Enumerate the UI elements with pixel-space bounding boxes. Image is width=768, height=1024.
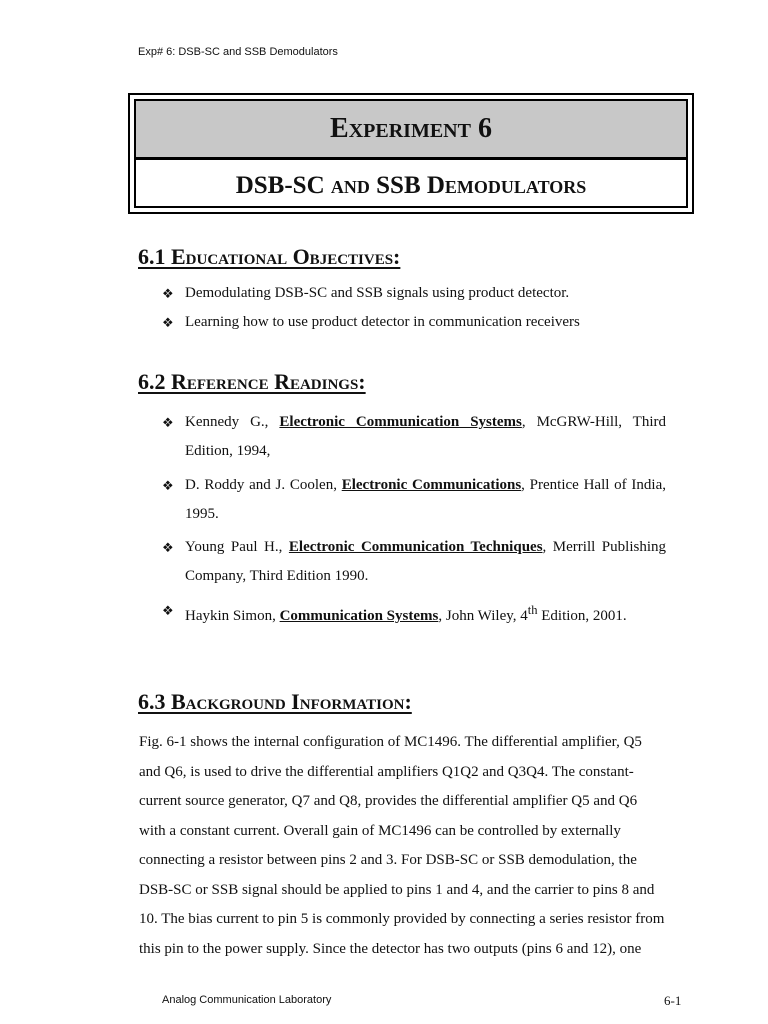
page-number: 6-1 <box>664 993 682 1008</box>
title-inner-frame <box>134 99 688 208</box>
reference-text: Young Paul H., Electronic Communication Techniques, Merrill Publishing Company, Third Edition 1990. <box>185 539 666 584</box>
diamond-bullet-icon: ❖ <box>162 540 174 555</box>
reference-text: D. Roddy and J. Coolen, Electronic Communications, Prentice Hall of India, 1995. <box>185 477 666 522</box>
book-title: Electronic Communication Techniques <box>288 539 543 555</box>
section-heading-background: 6.3 Background Information: <box>138 689 412 714</box>
footer-lab-name: Analog Communication Laboratory <box>162 994 332 1006</box>
diamond-bullet-icon: ❖ <box>162 286 174 301</box>
background-paragraph: Fig. 6-1 shows the internal configuration of MC1496. The differential amplifier, Q5 and Q6, is used to drive the differential amplifiers Q1Q2 and Q3Q4. The constant-current source generator, Q7 and Q8, provides the differential amplifier Q5 and Q6 with a constant current. Overall gain of MC1496 can be controlled by externally connecting a resistor between pins 2 and 3. For DSB-SC or SSB demodulation, the DSB-SC or SSB signal should be applied to pins 1 and 4, and the carrier to pins 8 and 10. The bias current to pin 5 is commonly provided by connecting a series resistor from this pin to the power supply. Since the detector has two outputs (pins 6 and 12), one <box>139 734 665 957</box>
reference-item <box>162 533 666 591</box>
reference-item <box>162 408 666 466</box>
book-title: Communication Systems <box>279 608 439 624</box>
reference-text: Haykin Simon, Communication Systems, John Wiley, 4th Edition, 2001. <box>185 603 627 624</box>
book-title: Electronic Communications <box>341 477 522 493</box>
book-title: Electronic Communication Systems <box>279 414 522 430</box>
reference-item <box>162 596 666 631</box>
diamond-bullet-icon: ❖ <box>162 315 174 330</box>
diamond-bullet-icon: ❖ <box>162 478 174 493</box>
list-item <box>162 308 666 337</box>
list-item <box>162 279 666 308</box>
diamond-bullet-icon: ❖ <box>162 415 174 430</box>
bullet-text: Demodulating DSB-SC and SSB signals using product detector. <box>185 285 570 301</box>
experiment-title: Experiment 6 <box>136 101 686 160</box>
experiment-subtitle: DSB-SC and SSB Demodulators <box>235 172 587 199</box>
running-header: Exp# 6: DSB-SC and SSB Demodulators <box>138 46 338 58</box>
section-heading-references: 6.2 Reference Readings: <box>138 369 366 394</box>
section-heading-objectives: 6.1 Educational Objectives: <box>138 244 401 269</box>
title-box <box>128 93 694 214</box>
reference-item <box>162 471 666 529</box>
diamond-bullet-icon: ❖ <box>162 603 174 618</box>
bullet-text: Learning how to use product detector in communication receivers <box>185 314 580 330</box>
reference-text: Kennedy G., Electronic Communication Systems, McGRW-Hill, Third Edition, 1994, <box>185 414 666 459</box>
